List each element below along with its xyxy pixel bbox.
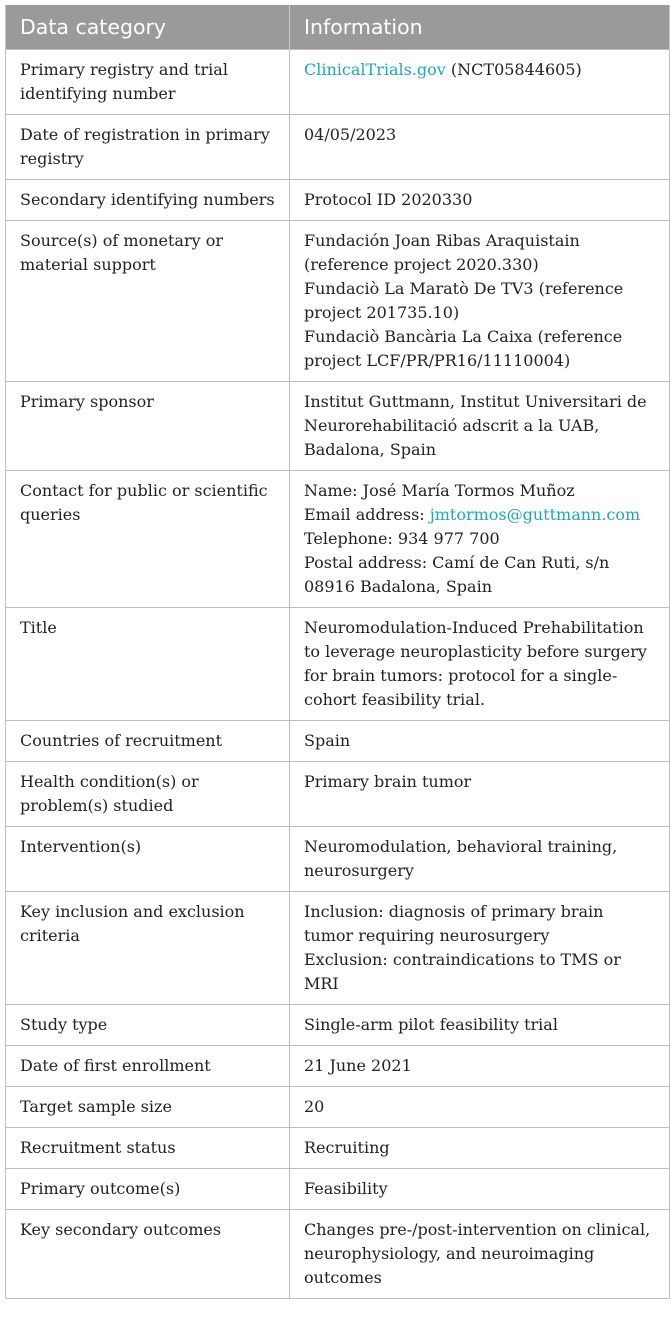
information-line bbox=[304, 188, 655, 212]
information-cell bbox=[290, 382, 670, 471]
information-line bbox=[304, 503, 655, 527]
information-text: Institut Guttmann, Institut Universitari de Neurorehabilitació adscrit a la UAB, Badalona, Spain bbox=[304, 392, 647, 459]
information-line bbox=[304, 770, 655, 794]
information-text: Name: José María Tormos Muñoz bbox=[304, 481, 575, 500]
information-link[interactable]: ClinicalTrials.gov bbox=[304, 60, 446, 79]
information-line bbox=[304, 616, 655, 712]
information-text: Single-arm pilot feasibility trial bbox=[304, 1015, 558, 1034]
category-cell: Contact for public or scientific queries bbox=[6, 471, 290, 608]
table-row bbox=[6, 50, 670, 115]
trial-registration-table bbox=[5, 5, 670, 1299]
information-text: Changes pre-/post-intervention on clinical, neurophysiology, and neuroimaging outcomes bbox=[304, 1220, 651, 1287]
table-row bbox=[6, 721, 670, 762]
information-text: Neuromodulation, behavioral training, neurosurgery bbox=[304, 837, 618, 880]
information-line bbox=[304, 277, 655, 325]
category-cell: Source(s) of monetary or material support bbox=[6, 221, 290, 382]
table-row bbox=[6, 1046, 670, 1087]
category-cell: Date of registration in primary registry bbox=[6, 115, 290, 180]
information-cell bbox=[290, 471, 670, 608]
table-row bbox=[6, 382, 670, 471]
table-row bbox=[6, 1087, 670, 1128]
information-cell bbox=[290, 50, 670, 115]
information-line bbox=[304, 527, 655, 551]
information-line bbox=[304, 123, 655, 147]
header-information: Information bbox=[290, 5, 670, 50]
information-text: Recruiting bbox=[304, 1138, 390, 1157]
information-line bbox=[304, 1218, 655, 1290]
information-text: Fundación Joan Ribas Araquistain (reference project 2020.330) bbox=[304, 231, 580, 274]
information-line bbox=[304, 1177, 655, 1201]
information-cell bbox=[290, 115, 670, 180]
table-row bbox=[6, 221, 670, 382]
header-row bbox=[6, 5, 670, 50]
information-text: Telephone: 934 977 700 bbox=[304, 529, 500, 548]
category-cell: Title bbox=[6, 608, 290, 721]
information-text: 20 bbox=[304, 1097, 325, 1116]
information-cell bbox=[290, 1169, 670, 1210]
category-cell: Key inclusion and exclusion criteria bbox=[6, 892, 290, 1005]
table-row bbox=[6, 827, 670, 892]
category-cell: Secondary identifying numbers bbox=[6, 180, 290, 221]
information-text: Feasibility bbox=[304, 1179, 388, 1198]
information-cell bbox=[290, 762, 670, 827]
information-cell bbox=[290, 892, 670, 1005]
header-data-category: Data category bbox=[6, 5, 290, 50]
information-text: Fundaciò La Maratò De TV3 (reference project 201735.10) bbox=[304, 279, 624, 322]
table-body bbox=[6, 50, 670, 1299]
information-line bbox=[304, 729, 655, 753]
table-row bbox=[6, 1169, 670, 1210]
table-row bbox=[6, 180, 670, 221]
category-cell: Intervention(s) bbox=[6, 827, 290, 892]
category-cell: Study type bbox=[6, 1005, 290, 1046]
information-text: Exclusion: contraindications to TMS or MRI bbox=[304, 950, 621, 993]
table-row bbox=[6, 892, 670, 1005]
information-text: Spain bbox=[304, 731, 351, 750]
information-text: 21 June 2021 bbox=[304, 1056, 412, 1075]
information-line bbox=[304, 325, 655, 373]
category-cell: Health condition(s) or problem(s) studied bbox=[6, 762, 290, 827]
information-line bbox=[304, 229, 655, 277]
category-cell: Countries of recruitment bbox=[6, 721, 290, 762]
information-text: 04/05/2023 bbox=[304, 125, 397, 144]
category-cell: Target sample size bbox=[6, 1087, 290, 1128]
category-cell: Primary registry and trial identifying number bbox=[6, 50, 290, 115]
information-cell bbox=[290, 1005, 670, 1046]
information-text: Protocol ID 2020330 bbox=[304, 190, 473, 209]
information-line bbox=[304, 58, 655, 82]
table-header bbox=[6, 5, 670, 50]
information-line bbox=[304, 551, 655, 599]
information-cell bbox=[290, 1128, 670, 1169]
information-cell bbox=[290, 221, 670, 382]
information-line bbox=[304, 1013, 655, 1037]
table-row bbox=[6, 608, 670, 721]
information-cell bbox=[290, 721, 670, 762]
information-cell bbox=[290, 1087, 670, 1128]
information-line bbox=[304, 835, 655, 883]
information-line bbox=[304, 390, 655, 462]
table-row bbox=[6, 1128, 670, 1169]
information-text: Neuromodulation-Induced Prehabilitation to leverage neuroplasticity before surgery for brain tumors: protocol for a single-cohort feasibility trial. bbox=[304, 618, 647, 709]
information-text: Fundaciò Bancària La Caixa (reference project LCF/PR/PR16/11110004) bbox=[304, 327, 623, 370]
table-row bbox=[6, 115, 670, 180]
information-line bbox=[304, 948, 655, 996]
table-row bbox=[6, 762, 670, 827]
information-line bbox=[304, 1136, 655, 1160]
information-line bbox=[304, 1054, 655, 1078]
information-text: Inclusion: diagnosis of primary brain tumor requiring neurosurgery bbox=[304, 902, 604, 945]
information-cell bbox=[290, 1046, 670, 1087]
table-row bbox=[6, 471, 670, 608]
category-cell: Recruitment status bbox=[6, 1128, 290, 1169]
information-cell bbox=[290, 827, 670, 892]
information-line bbox=[304, 479, 655, 503]
information-text: Primary brain tumor bbox=[304, 772, 472, 791]
category-cell: Primary sponsor bbox=[6, 382, 290, 471]
information-cell bbox=[290, 180, 670, 221]
category-cell: Date of first enrollment bbox=[6, 1046, 290, 1087]
information-cell bbox=[290, 608, 670, 721]
information-cell bbox=[290, 1210, 670, 1299]
table-row bbox=[6, 1210, 670, 1299]
information-line bbox=[304, 900, 655, 948]
information-link[interactable]: jmtormos@guttmann.com bbox=[429, 505, 641, 524]
category-cell: Key secondary outcomes bbox=[6, 1210, 290, 1299]
information-text: Email address: bbox=[304, 505, 430, 524]
table-row bbox=[6, 1005, 670, 1046]
information-text: Postal address: Camí de Can Ruti, s/n 08916 Badalona, Spain bbox=[304, 553, 610, 596]
information-line bbox=[304, 1095, 655, 1119]
information-text: (NCT05844605) bbox=[445, 60, 582, 79]
category-cell: Primary outcome(s) bbox=[6, 1169, 290, 1210]
